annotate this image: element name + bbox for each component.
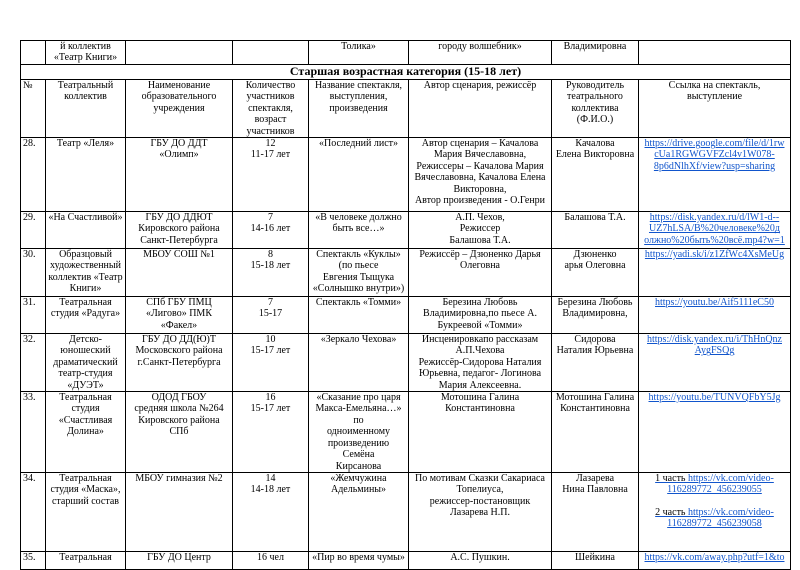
text-line: А.С. Пушкин. <box>450 551 510 563</box>
text-line: МБОУ СОШ №1 <box>143 249 215 261</box>
text-line: 15-17 лет <box>250 403 291 415</box>
text-line: 14 <box>265 472 276 484</box>
performance-link[interactable] <box>641 212 788 246</box>
cell-leader <box>552 297 639 334</box>
cell-title <box>309 249 409 297</box>
table-row <box>21 472 791 551</box>
text-line: Елена Викторовна <box>555 149 635 161</box>
header-line: коллектива <box>571 102 619 114</box>
text-line: Инсценировкапо рассказам <box>421 334 539 346</box>
header-leader <box>552 80 639 138</box>
text-line: «На Счастливой» <box>48 212 123 224</box>
text-line: «Солнышко внутри») <box>312 283 405 295</box>
cell-participants <box>233 551 309 569</box>
row-number: 29. <box>21 212 46 249</box>
row-number: 33. <box>21 392 46 473</box>
text-line: 15-18 лет <box>250 260 291 272</box>
cell-link <box>639 334 791 392</box>
cell-author <box>409 551 552 569</box>
text-line: Театральная <box>59 392 112 404</box>
text-line: Детско- <box>69 334 102 346</box>
header-line: произведения <box>329 102 388 114</box>
cell-institution <box>126 297 233 334</box>
text-line: 8 <box>268 249 273 261</box>
text-line: Режиссёр-Сидорова Наталия <box>418 356 542 368</box>
text-line: Кировского района <box>138 414 220 426</box>
text-line: 14-16 лет <box>250 223 291 235</box>
text-line: Топелиуса, <box>456 484 504 496</box>
link-line-with-prefix <box>641 507 788 518</box>
text-line: «Лиговo» ПМК <box>146 308 212 320</box>
row-number: 32. <box>21 334 46 392</box>
text-line: Театральная <box>59 297 112 309</box>
cell-title <box>309 334 409 392</box>
cell-leader: Владимировна <box>552 41 639 65</box>
text-line: быть все…» <box>332 223 385 235</box>
text-line: «Театр Книги» <box>53 52 118 64</box>
text-line: Кировского района <box>138 223 220 235</box>
cell-collective <box>46 41 126 65</box>
performance-link[interactable] <box>641 297 788 308</box>
header-line: Наименование <box>147 80 211 91</box>
text-line: студия «Радуга» <box>50 308 121 320</box>
header-line: участников <box>246 91 295 103</box>
header-collective <box>46 80 126 138</box>
text-line: ГБУ ДО Центр <box>147 551 211 563</box>
link-text-line: 116289772_456239055 <box>667 484 762 496</box>
link-text-line: https://youtu.be/TUNVQFbY5Jg <box>648 392 781 404</box>
header-line: (Ф.И.О.) <box>576 114 614 126</box>
header-line: участников <box>246 125 295 137</box>
cell-participants <box>233 249 309 297</box>
text-line: Мария Вячеславовна, <box>433 149 527 161</box>
text-line: произведению Семёна <box>327 437 390 461</box>
cell-author <box>409 392 552 473</box>
header-line: возраст <box>254 114 287 126</box>
link-text-line: https://disk.yandex.ru/i/ThHnQnz <box>647 334 782 346</box>
text-line: Макса-Емельяна…» по <box>315 403 402 426</box>
text-line: Санкт-Петербурга <box>140 234 218 246</box>
header-line: театрального <box>567 91 623 103</box>
cell-collective <box>46 392 126 473</box>
text-line: Режиссеры – Качалова Мария <box>416 160 544 172</box>
cell-leader <box>552 334 639 392</box>
text-line: Мария Алексеевна. <box>438 379 522 391</box>
cell-author <box>409 212 552 249</box>
text-line: Режиссёр – Дзюненко Дарья <box>419 249 541 261</box>
text-line: Образцовый <box>59 249 112 261</box>
text-line: Московского района <box>135 345 223 357</box>
row-number: 28. <box>21 138 46 212</box>
cell <box>21 41 46 65</box>
text-line: «Жемчужина <box>330 472 387 484</box>
text-line: Наталия Юрьевна <box>556 345 634 357</box>
cell <box>126 41 233 65</box>
text-line: средняя школа №264 <box>134 403 224 415</box>
text-line: А.П.Чехова <box>455 345 505 357</box>
text-line: Сидорова <box>574 334 616 346</box>
row-number: 35. <box>21 551 46 569</box>
text-line: Юрьевна, педагог- Логинова <box>418 368 542 380</box>
text-line: ГБУ ДО ДД(Ю)Т <box>142 334 216 346</box>
text-line: й коллектив <box>60 41 111 52</box>
table-body <box>21 41 791 570</box>
performance-link[interactable] <box>641 249 788 260</box>
cell-title <box>309 297 409 334</box>
header-line: учреждения <box>153 102 205 114</box>
cell-institution <box>126 138 233 212</box>
text-line: Спектакль «Томми» <box>315 297 402 309</box>
spacer <box>641 496 788 507</box>
text-line: 11-17 лет <box>250 149 291 161</box>
cell-participants <box>233 297 309 334</box>
text-line: «Сказание про царя <box>316 392 401 404</box>
row-number: 30. <box>21 249 46 297</box>
text-line: театр-студия <box>58 368 113 380</box>
cell-link <box>639 551 791 569</box>
cell <box>233 41 309 65</box>
performance-link[interactable] <box>641 552 788 563</box>
cell-author: городу волшебник» <box>409 41 552 65</box>
text-line: Лазарева <box>575 472 615 484</box>
text-line: «Пир во время чумы» <box>312 551 405 563</box>
text-line: «Факел» <box>160 319 198 331</box>
text-line: 15-17 <box>258 308 283 320</box>
cell-author <box>409 249 552 297</box>
header-line: Театральный <box>57 80 114 91</box>
text-line: Кирсанова <box>335 460 382 472</box>
cell-participants <box>233 472 309 551</box>
text-line: старший состав <box>51 495 120 507</box>
cell-title <box>309 138 409 212</box>
link-text-line: https://drive.google.com/file/d/1rw <box>644 138 785 150</box>
link-text-line: олжно%20быть%20всё.mp4?w=1 <box>644 234 785 246</box>
text-line: Березина Любовь <box>557 297 633 309</box>
text-line: Театр «Леля» <box>56 138 115 150</box>
cell-collective <box>46 551 126 569</box>
cell-author <box>409 297 552 334</box>
link-prefix: 1 часть <box>655 472 686 484</box>
header-participants <box>233 80 309 138</box>
text-line: Константиновна <box>445 403 515 415</box>
text-line: Олеговна <box>459 260 500 272</box>
text-line: Владимировна, <box>562 308 628 320</box>
section-title: Старшая возрастная категория (15-18 лет) <box>21 65 791 80</box>
row-number: 34. <box>21 472 46 551</box>
header-line: выступления, <box>329 91 388 103</box>
cell-institution <box>126 551 233 569</box>
cell-author <box>409 138 552 212</box>
link-text-line: https://vk.com/away.php?utf=1&to <box>644 551 785 563</box>
cell-title <box>309 551 409 569</box>
table-row <box>21 212 791 249</box>
text-line: Балашова Т.А. <box>449 234 511 246</box>
cell-participants <box>233 138 309 212</box>
text-line: 7 <box>268 297 273 309</box>
link-prefix: 2 часть <box>655 506 686 518</box>
cell-link <box>639 138 791 212</box>
cell-author <box>409 334 552 392</box>
performance-link[interactable] <box>641 138 788 172</box>
text-line: Шейкина <box>575 551 615 563</box>
text-line: Театральная <box>59 472 112 484</box>
text-line: Владимировна,по пьесе А. <box>423 308 537 320</box>
cell-title <box>309 392 409 473</box>
text-line: художественный <box>50 260 121 272</box>
link-text-line: https://vk.com/video- <box>688 506 774 518</box>
cell-leader <box>552 392 639 473</box>
text-line: Автор сценария – Качалова <box>421 138 539 150</box>
header-line: выступление <box>686 91 743 103</box>
text-line: юношеский <box>60 345 111 357</box>
text-line: «Зеркало Чехова» <box>320 334 397 346</box>
link-text-line: cUa1RGWGVFZcl4v1W078- <box>654 149 775 161</box>
text-line: «ДУЭТ» <box>67 379 104 391</box>
link-text-line: https://yadi.sk/i/z1ZfWc4XsMeUg <box>644 249 785 261</box>
performance-link[interactable] <box>641 507 788 530</box>
performance-link[interactable] <box>641 334 788 357</box>
link-text-line: https://vk.com/video- <box>688 472 774 484</box>
text-line: ГБУ ДО ДДТ <box>150 138 208 150</box>
text-line: Мотошина Галина <box>555 392 635 404</box>
header-num: № <box>21 80 46 138</box>
text-line: 7 <box>268 212 273 224</box>
text-line: Книги» <box>69 283 102 295</box>
header-line: Название спектакля, <box>314 80 403 91</box>
cell-institution <box>126 392 233 473</box>
text-line: Дзюненко <box>573 249 617 261</box>
text-line: Балашова Т.А. <box>564 212 626 224</box>
cell-link <box>639 249 791 297</box>
text-line: Березина Любовь <box>442 297 518 309</box>
text-line: ГБУ ДО ДДЮТ <box>145 212 213 224</box>
text-line: 15-17 лет <box>250 345 291 357</box>
header-row <box>21 80 791 138</box>
cell-participants <box>233 392 309 473</box>
link-text-line: https://youtu.be/Aif5111eC50 <box>655 297 774 309</box>
text-line: Качалова <box>575 138 615 150</box>
text-line: МБОУ гимназия №2 <box>135 472 223 484</box>
table-row <box>21 249 791 297</box>
text-line: Евгения Тыщука <box>322 271 395 283</box>
text-line: Викторовна, <box>453 183 507 195</box>
cell-leader <box>552 472 639 551</box>
text-line: «Счастливая <box>58 414 113 426</box>
link-text-line: UZ7hLSA/В%20человеке%20д <box>648 223 781 235</box>
text-line: Автор произведения - О.Генри <box>414 195 546 207</box>
header-author: Автор сценария, режиссёр <box>409 80 552 138</box>
table-row <box>21 138 791 212</box>
text-line: Мотошина Галина <box>440 392 520 404</box>
cell-leader <box>552 551 639 569</box>
text-line: Спектакль «Куклы» <box>316 249 401 261</box>
text-line: СПб ГБУ ПМЦ <box>146 297 212 309</box>
text-line: Долина» <box>67 426 104 438</box>
text-line: Букреевой «Томми» <box>437 319 523 331</box>
table-row <box>21 551 791 569</box>
cell-collective <box>46 249 126 297</box>
text-line: 12 <box>265 138 276 150</box>
cell-participants <box>233 334 309 392</box>
link-line-with-prefix <box>641 473 788 484</box>
cell-author <box>409 472 552 551</box>
cell <box>639 41 791 65</box>
text-line: арья Олеговна <box>564 260 626 272</box>
header-institution <box>126 80 233 138</box>
header-link <box>639 80 791 138</box>
cell-participants <box>233 212 309 249</box>
text-line: 14-18 лет <box>250 484 291 496</box>
header-line: спектакля, <box>248 102 293 114</box>
text-line: «Последний лист» <box>319 138 398 150</box>
text-line: Вячеславовна, Качалова Елена <box>414 172 546 184</box>
header-title <box>309 80 409 138</box>
cell-leader <box>552 138 639 212</box>
text-line: Режиссер <box>459 223 501 235</box>
text-line: А.П. Чехов, <box>455 212 505 224</box>
text-line: 10 <box>265 334 276 346</box>
table-row <box>21 334 791 392</box>
text-line: ОДОД ГБОУ <box>151 392 207 404</box>
cell-collective <box>46 334 126 392</box>
row-number: 31. <box>21 297 46 334</box>
header-line: коллектив <box>64 91 107 103</box>
cell-institution <box>126 472 233 551</box>
cell-link <box>639 212 791 249</box>
cell-link <box>639 297 791 334</box>
cell-institution <box>126 212 233 249</box>
header-line: Руководитель <box>565 80 625 91</box>
cell-collective <box>46 472 126 551</box>
table-row <box>21 392 791 473</box>
program-table <box>20 40 791 570</box>
text-line: студия «Маска», <box>50 484 121 496</box>
text-line: По мотивам Сказки Сакариаса <box>414 472 545 484</box>
link-text-line: 116289772_456239058 <box>667 518 762 530</box>
cell-institution <box>126 334 233 392</box>
link-text-line: https://disk.yandex.ru/d/lW1-d-- <box>649 212 780 224</box>
cell-collective <box>46 138 126 212</box>
text-line: (по пьесе <box>338 260 379 272</box>
performance-link[interactable] <box>641 473 788 496</box>
text-line: Адельмины» <box>330 484 387 496</box>
text-line: одноименному <box>326 426 391 438</box>
performance-link[interactable] <box>641 392 788 403</box>
text-line: студия <box>71 403 100 415</box>
cell-collective <box>46 212 126 249</box>
cell-collective <box>46 297 126 334</box>
text-line: Константиновна <box>560 403 630 415</box>
text-line: «Олимп» <box>159 149 199 161</box>
text-line: 16 чел <box>257 551 284 563</box>
text-line: Лазарева Н.П. <box>449 507 511 519</box>
top-continuation-row <box>21 41 791 65</box>
cell-title: Толика» <box>309 41 409 65</box>
text-line: Театральная <box>59 551 112 563</box>
text-line: г.Санкт-Петербурга <box>137 356 221 368</box>
text-line: 16 <box>265 392 276 404</box>
link-text-line: 8p6dNlhXf/view?usp=sharing <box>653 160 776 172</box>
text-line: драматический <box>53 356 118 368</box>
text-line: «В человеке должно <box>315 212 402 224</box>
header-line: Ссылка на спектакль, <box>668 80 761 91</box>
header-line: Количество <box>245 80 296 91</box>
cell-link <box>639 392 791 473</box>
cell-title <box>309 212 409 249</box>
text-line: СПб <box>169 426 189 438</box>
table-row <box>21 297 791 334</box>
cell-title <box>309 472 409 551</box>
cell-link <box>639 472 791 551</box>
cell-leader <box>552 212 639 249</box>
cell-institution <box>126 249 233 297</box>
header-line: образовательного <box>141 91 217 103</box>
section-row <box>21 65 791 80</box>
link-text-line: AygFSQg <box>694 345 735 357</box>
cell-leader <box>552 249 639 297</box>
text-line: коллектив «Театр <box>48 271 123 283</box>
text-line: режиссер-постановщик <box>429 495 531 507</box>
text-line: Нина Павловна <box>562 484 628 496</box>
